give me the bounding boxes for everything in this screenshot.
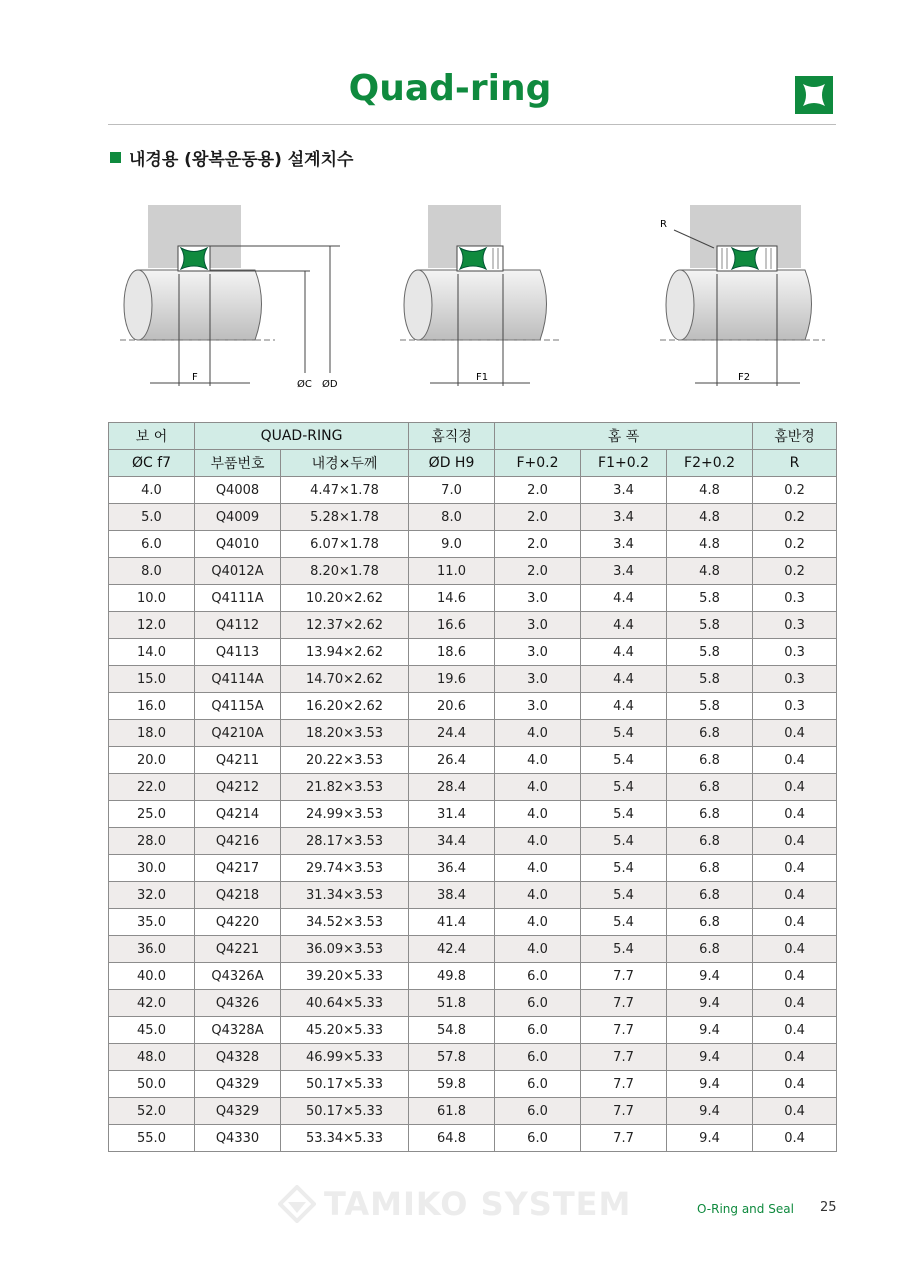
table-cell: 54.8	[409, 1017, 495, 1044]
table-cell: 4.0	[495, 855, 581, 882]
table-cell: 13.94×2.62	[281, 639, 409, 666]
table-cell: 0.2	[753, 531, 837, 558]
table-row	[109, 828, 837, 855]
table-cell: 2.0	[495, 558, 581, 585]
table-cell: 38.4	[409, 882, 495, 909]
table-cell: 6.0	[495, 1071, 581, 1098]
table-cell: 6.8	[667, 936, 753, 963]
table-cell: 0.2	[753, 477, 837, 504]
table-cell: 40.0	[109, 963, 195, 990]
table-row	[109, 990, 837, 1017]
table-cell: 18.20×3.53	[281, 720, 409, 747]
table-cell: 14.70×2.62	[281, 666, 409, 693]
table-cell: 0.4	[753, 909, 837, 936]
table-cell: 18.6	[409, 639, 495, 666]
table-cell: Q4112	[195, 612, 281, 639]
table-cell: 18.0	[109, 720, 195, 747]
table-cell: 28.4	[409, 774, 495, 801]
label-c: ØC	[297, 379, 312, 390]
table-cell: 57.8	[409, 1044, 495, 1071]
table-cell: 31.4	[409, 801, 495, 828]
table-cell: 34.4	[409, 828, 495, 855]
table-cell: 40.64×5.33	[281, 990, 409, 1017]
table-cell: 0.3	[753, 612, 837, 639]
table-cell: 0.4	[753, 1017, 837, 1044]
table-cell: 5.4	[581, 909, 667, 936]
table-cell: 42.4	[409, 936, 495, 963]
table-row	[109, 585, 837, 612]
table-cell: 4.0	[109, 477, 195, 504]
table-cell: Q4113	[195, 639, 281, 666]
table-cell: 6.8	[667, 828, 753, 855]
label-r: R	[660, 219, 667, 230]
table-cell: 16.20×2.62	[281, 693, 409, 720]
table-cell: Q4221	[195, 936, 281, 963]
table-cell: 11.0	[409, 558, 495, 585]
subheader-f1: F1+0.2	[581, 450, 667, 477]
table-cell: 5.8	[667, 693, 753, 720]
table-cell: 20.22×3.53	[281, 747, 409, 774]
table-cell: Q4329	[195, 1071, 281, 1098]
table-row	[109, 963, 837, 990]
table-row	[109, 639, 837, 666]
table-cell: 9.4	[667, 963, 753, 990]
table-cell: 0.3	[753, 585, 837, 612]
table-cell: 0.4	[753, 720, 837, 747]
table-cell: 3.0	[495, 612, 581, 639]
table-cell: Q4212	[195, 774, 281, 801]
quad-ring-logo-icon	[795, 76, 833, 114]
table-body	[109, 477, 837, 1152]
table-cell: 6.0	[495, 1017, 581, 1044]
table-cell: 4.4	[581, 693, 667, 720]
table-cell: 53.34×5.33	[281, 1125, 409, 1152]
table-cell: 4.8	[667, 504, 753, 531]
table-cell: 3.0	[495, 639, 581, 666]
table-cell: 25.0	[109, 801, 195, 828]
table-cell: Q4009	[195, 504, 281, 531]
table-cell: 36.09×3.53	[281, 936, 409, 963]
label-f2: F2	[738, 372, 751, 383]
table-cell: 21.82×3.53	[281, 774, 409, 801]
table-cell: 6.0	[495, 1098, 581, 1125]
table-cell: 4.0	[495, 747, 581, 774]
table-row	[109, 666, 837, 693]
watermark-text: TAMIKO SYSTEM	[324, 1185, 632, 1223]
table-cell: 64.8	[409, 1125, 495, 1152]
table-cell: Q4326	[195, 990, 281, 1017]
table-cell: 9.4	[667, 1098, 753, 1125]
table-cell: 5.8	[667, 639, 753, 666]
table-cell: Q4216	[195, 828, 281, 855]
table-cell: 0.4	[753, 1044, 837, 1071]
header-groove-width: 홈 폭	[495, 423, 753, 450]
table-row	[109, 882, 837, 909]
diagram-groove-f2	[660, 205, 825, 386]
table-cell: Q4217	[195, 855, 281, 882]
table-cell: 41.4	[409, 909, 495, 936]
table-cell: 20.0	[109, 747, 195, 774]
page-number: 25	[820, 1200, 837, 1215]
table-cell: 5.4	[581, 936, 667, 963]
table-cell: 9.4	[667, 990, 753, 1017]
table-cell: 3.0	[495, 585, 581, 612]
table-cell: Q4114A	[195, 666, 281, 693]
table-cell: 32.0	[109, 882, 195, 909]
label-f1: F1	[476, 372, 489, 383]
table-cell: 7.7	[581, 1071, 667, 1098]
diagram-groove-f	[120, 205, 340, 390]
table-cell: 34.52×3.53	[281, 909, 409, 936]
table-cell: Q4115A	[195, 693, 281, 720]
table-cell: 2.0	[495, 504, 581, 531]
table-cell: 14.0	[109, 639, 195, 666]
table-cell: 6.8	[667, 747, 753, 774]
table-cell: 4.0	[495, 720, 581, 747]
table-cell: 10.0	[109, 585, 195, 612]
table-cell: 0.4	[753, 1071, 837, 1098]
table-cell: 0.4	[753, 1098, 837, 1125]
table-cell: 0.3	[753, 666, 837, 693]
table-row	[109, 531, 837, 558]
table-cell: 7.0	[409, 477, 495, 504]
table-cell: 6.8	[667, 909, 753, 936]
table-cell: 4.4	[581, 666, 667, 693]
table-cell: 16.6	[409, 612, 495, 639]
table-cell: Q4328	[195, 1044, 281, 1071]
table-cell: 4.47×1.78	[281, 477, 409, 504]
table-row	[109, 720, 837, 747]
table-cell: 4.0	[495, 909, 581, 936]
table-cell: 45.0	[109, 1017, 195, 1044]
table-cell: Q4214	[195, 801, 281, 828]
table-cell: 7.7	[581, 963, 667, 990]
header-divider	[108, 124, 836, 125]
table-cell: 15.0	[109, 666, 195, 693]
table-cell: 4.8	[667, 477, 753, 504]
diagram-groove-f1	[400, 205, 560, 386]
table-cell: 50.17×5.33	[281, 1098, 409, 1125]
table-row	[109, 936, 837, 963]
table-cell: 55.0	[109, 1125, 195, 1152]
table-cell: 49.8	[409, 963, 495, 990]
table-cell: Q4328A	[195, 1017, 281, 1044]
table-cell: 42.0	[109, 990, 195, 1017]
table-cell: 14.6	[409, 585, 495, 612]
table-cell: 10.20×2.62	[281, 585, 409, 612]
table-cell: 0.4	[753, 828, 837, 855]
table-cell: Q4330	[195, 1125, 281, 1152]
table-row	[109, 558, 837, 585]
table-cell: 8.0	[409, 504, 495, 531]
table-cell: 6.8	[667, 801, 753, 828]
table-cell: 3.4	[581, 531, 667, 558]
table-row	[109, 801, 837, 828]
table-cell: 4.4	[581, 639, 667, 666]
table-cell: 0.4	[753, 882, 837, 909]
table-row	[109, 1044, 837, 1071]
table-cell: 0.4	[753, 936, 837, 963]
table-cell: 9.4	[667, 1071, 753, 1098]
groove-diagrams	[100, 190, 840, 400]
table-cell: 9.4	[667, 1044, 753, 1071]
table-cell: 3.4	[581, 558, 667, 585]
table-row	[109, 855, 837, 882]
table-cell: 7.7	[581, 1044, 667, 1071]
table-cell: 45.20×5.33	[281, 1017, 409, 1044]
table-sub-header-row	[109, 450, 837, 477]
table-row	[109, 1017, 837, 1044]
table-cell: Q4210A	[195, 720, 281, 747]
subheader-c: ØC f7	[109, 450, 195, 477]
table-cell: 51.8	[409, 990, 495, 1017]
table-cell: 0.3	[753, 639, 837, 666]
table-cell: 30.0	[109, 855, 195, 882]
table-cell: 24.99×3.53	[281, 801, 409, 828]
design-dimension-table	[108, 422, 837, 1152]
table-cell: 4.0	[495, 828, 581, 855]
label-d: ØD	[322, 379, 338, 390]
table-cell: 5.4	[581, 720, 667, 747]
table-cell: 0.4	[753, 1125, 837, 1152]
table-cell: 46.99×5.33	[281, 1044, 409, 1071]
table-cell: 6.0	[109, 531, 195, 558]
table-cell: 4.8	[667, 558, 753, 585]
table-cell: 6.0	[495, 990, 581, 1017]
table-cell: 5.4	[581, 801, 667, 828]
table-cell: 24.4	[409, 720, 495, 747]
table-cell: 59.8	[409, 1071, 495, 1098]
table-cell: Q4008	[195, 477, 281, 504]
table-cell: 29.74×3.53	[281, 855, 409, 882]
table-cell: Q4111A	[195, 585, 281, 612]
table-cell: 5.8	[667, 585, 753, 612]
header-bore: 보 어	[109, 423, 195, 450]
table-cell: 36.0	[109, 936, 195, 963]
table-cell: 4.0	[495, 774, 581, 801]
table-row	[109, 1125, 837, 1152]
table-cell: 5.28×1.78	[281, 504, 409, 531]
table-cell: 6.8	[667, 855, 753, 882]
table-cell: 5.4	[581, 774, 667, 801]
table-cell: 0.3	[753, 693, 837, 720]
table-cell: 12.37×2.62	[281, 612, 409, 639]
table-row	[109, 909, 837, 936]
footer-label: O-Ring and Seal	[697, 1202, 794, 1216]
table-cell: 4.8	[667, 531, 753, 558]
header-quad-ring: QUAD-RING	[195, 423, 409, 450]
subheader-part-number: 부품번호	[195, 450, 281, 477]
table-cell: 50.0	[109, 1071, 195, 1098]
table-cell: 5.8	[667, 666, 753, 693]
table-cell: 4.0	[495, 801, 581, 828]
table-row	[109, 504, 837, 531]
table-cell: 3.4	[581, 477, 667, 504]
table-cell: 6.0	[495, 963, 581, 990]
table-cell: 8.0	[109, 558, 195, 585]
table-cell: 3.4	[581, 504, 667, 531]
section-heading	[110, 145, 353, 170]
table-cell: 4.4	[581, 585, 667, 612]
table-row	[109, 693, 837, 720]
table-cell: 4.0	[495, 936, 581, 963]
table-cell: 28.0	[109, 828, 195, 855]
table-cell: 6.8	[667, 882, 753, 909]
header-groove-radius: 홈반경	[753, 423, 837, 450]
table-cell: 5.8	[667, 612, 753, 639]
table-cell: 7.7	[581, 1125, 667, 1152]
table-row	[109, 747, 837, 774]
table-cell: 5.4	[581, 828, 667, 855]
table-row	[109, 477, 837, 504]
table-cell: 8.20×1.78	[281, 558, 409, 585]
table-cell: 35.0	[109, 909, 195, 936]
header-groove-diameter: 홈직경	[409, 423, 495, 450]
table-cell: 6.0	[495, 1044, 581, 1071]
table-cell: 0.2	[753, 504, 837, 531]
table-group-header-row	[109, 423, 837, 450]
tamiko-logo-icon	[278, 1185, 316, 1223]
table-cell: 2.0	[495, 531, 581, 558]
table-cell: 0.4	[753, 855, 837, 882]
table-cell: 9.4	[667, 1125, 753, 1152]
table-cell: 7.7	[581, 1098, 667, 1125]
table-cell: 5.4	[581, 882, 667, 909]
table-cell: 3.0	[495, 666, 581, 693]
table-cell: 0.4	[753, 963, 837, 990]
subheader-f2: F2+0.2	[667, 450, 753, 477]
table-cell: 20.6	[409, 693, 495, 720]
table-cell: 22.0	[109, 774, 195, 801]
table-cell: 0.4	[753, 747, 837, 774]
table-cell: 50.17×5.33	[281, 1071, 409, 1098]
table-cell: 6.0	[495, 1125, 581, 1152]
table-cell: 0.4	[753, 801, 837, 828]
table-cell: 16.0	[109, 693, 195, 720]
subheader-size: 내경×두께	[281, 450, 409, 477]
subheader-f: F+0.2	[495, 450, 581, 477]
table-cell: 61.8	[409, 1098, 495, 1125]
table-cell: 5.4	[581, 747, 667, 774]
table-cell: Q4326A	[195, 963, 281, 990]
table-cell: 36.4	[409, 855, 495, 882]
table-row	[109, 1071, 837, 1098]
table-cell: 7.7	[581, 990, 667, 1017]
square-bullet-icon	[110, 152, 121, 163]
subheader-d: ØD H9	[409, 450, 495, 477]
table-cell: 12.0	[109, 612, 195, 639]
table-row	[109, 1098, 837, 1125]
table-row	[109, 774, 837, 801]
watermark	[278, 1185, 631, 1223]
table-cell: 39.20×5.33	[281, 963, 409, 990]
table-cell: 4.0	[495, 882, 581, 909]
table-cell: 6.8	[667, 720, 753, 747]
table-cell: 9.0	[409, 531, 495, 558]
table-cell: 4.4	[581, 612, 667, 639]
table-cell: 0.2	[753, 558, 837, 585]
section-title: 내경용 (왕복운동용) 설계치수	[129, 150, 354, 170]
table-cell: 19.6	[409, 666, 495, 693]
table-cell: Q4211	[195, 747, 281, 774]
label-f: F	[192, 372, 198, 383]
table-cell: 6.07×1.78	[281, 531, 409, 558]
table-cell: 6.8	[667, 774, 753, 801]
table-cell: Q4220	[195, 909, 281, 936]
table-cell: 31.34×3.53	[281, 882, 409, 909]
subheader-r: R	[753, 450, 837, 477]
table-cell: Q4010	[195, 531, 281, 558]
table-cell: Q4329	[195, 1098, 281, 1125]
page-title: Quad-ring	[348, 68, 552, 109]
table-cell: 7.7	[581, 1017, 667, 1044]
table-cell: Q4012A	[195, 558, 281, 585]
table-cell: 3.0	[495, 693, 581, 720]
table-cell: 2.0	[495, 477, 581, 504]
table-cell: 52.0	[109, 1098, 195, 1125]
table-cell: 28.17×3.53	[281, 828, 409, 855]
table-cell: 26.4	[409, 747, 495, 774]
table-cell: 5.4	[581, 855, 667, 882]
table-cell: 48.0	[109, 1044, 195, 1071]
table-cell: 0.4	[753, 990, 837, 1017]
table-cell: 9.4	[667, 1017, 753, 1044]
table-cell: Q4218	[195, 882, 281, 909]
table-cell: 5.0	[109, 504, 195, 531]
table-row	[109, 612, 837, 639]
table-cell: 0.4	[753, 774, 837, 801]
